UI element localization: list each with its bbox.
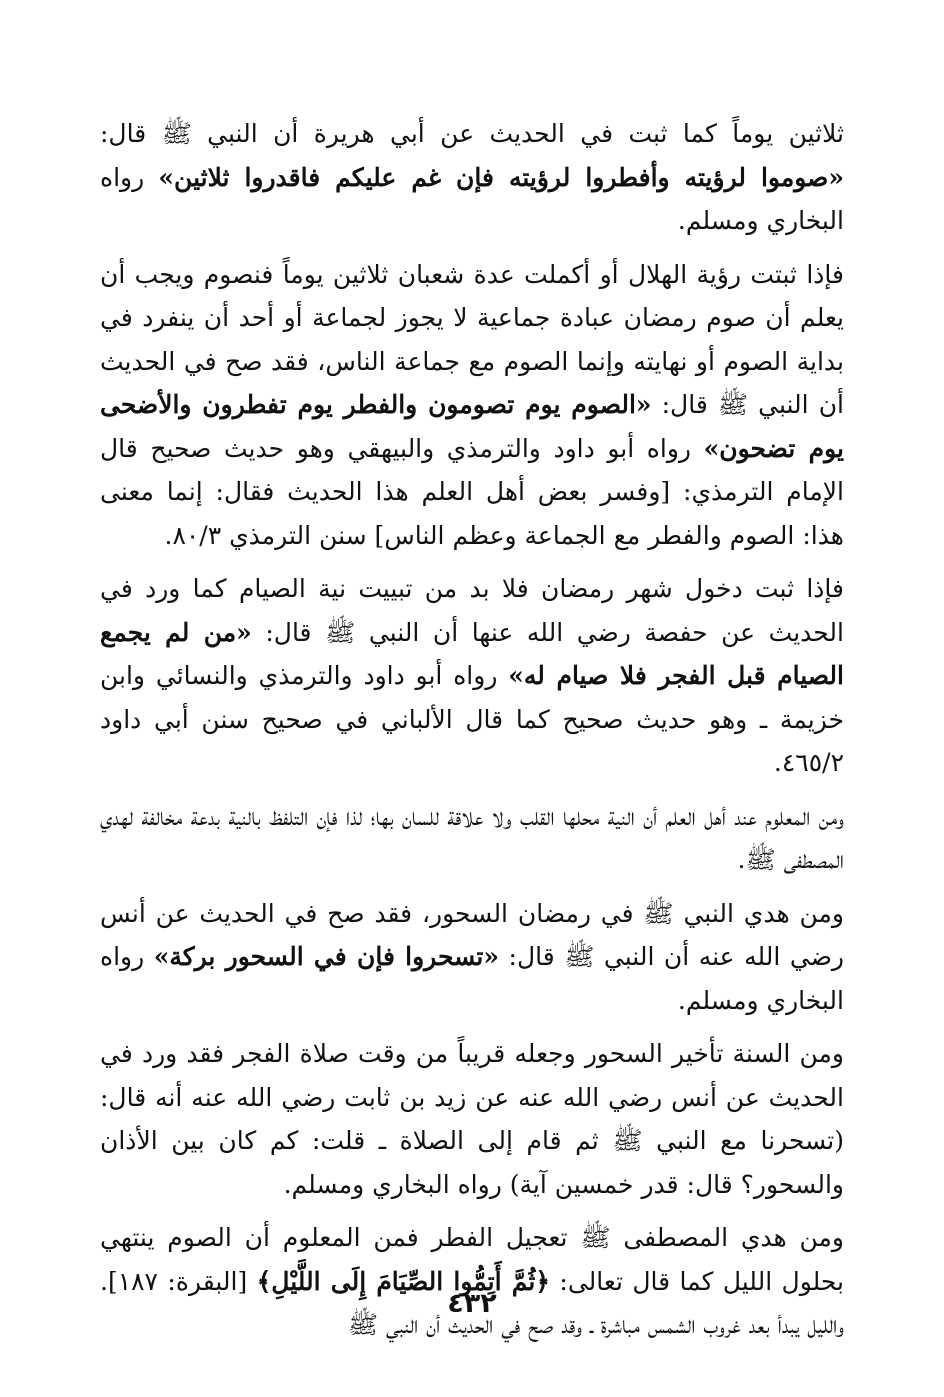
page-number: ٤٣٢: [447, 1288, 497, 1319]
page-body: [100, 112, 844, 1347]
paragraph-4: [100, 795, 844, 882]
text-run: رواه أبو داود والترمذي والبيهقي وهو حديث صحيح قال الإمام الترمذي: [وفسر بعض أهل العلم هذا الحديث فقال: إنما معنى هذا: الصوم والفطر مع الجماعة وعظم الناس] سنن الترمذي ٨٠/٣.: [100, 433, 844, 550]
text-run: ومن هدي النبي ﷺ في رمضان السحور، فقد صح في الحديث عن أنس رضي الله عنه أن النبي ﷺ قال:: [100, 898, 844, 971]
paragraph-1: [100, 112, 844, 243]
text-run: ومن المعلوم عند أهل العلم أن النية محلها القلب ولا علاقة للسان بها؛ لذا فإن التلفظ بالنية بدعة مخالفة لهدي المصطفى ﷺ.: [100, 801, 844, 874]
hadith-quote: «الصوم يوم تصومون والفطر يوم تفطرون والأضحى يوم تضحون»: [100, 390, 845, 463]
paragraph-3: [100, 567, 844, 785]
text-run: فإذا ثبتت رؤية الهلال أو أكملت عدة شعبان ثلاثين يوماً فنصوم ويجب أن يعلم أن صوم رمضان عبادة جماعية لا يجوز لجماعة أو أحد أن ينفرد في بداية الصوم أو نهايته وإنما الصوم مع جماعة الناس، فقد صح في الحديث أن النبي ﷺ قال:: [100, 259, 844, 419]
hadith-quote: «تسحروا فإن في السحور بركة»: [153, 942, 500, 971]
hadith-quote: «صوموا لرؤيته وأفطروا لرؤيته فإن غم عليكم فاقدروا ثلاثين»: [158, 162, 844, 192]
paragraph-2: [100, 253, 844, 558]
paragraph-7: [100, 1216, 844, 1347]
text-run: ومن هدي المصطفى ﷺ تعجيل الفطر فمن المعلوم أن الصوم ينتهي بحلول الليل كما قال تعالى:: [100, 1223, 845, 1296]
text-run: فإذا ثبت دخول شهر رمضان فلا بد من تبييت نية الصيام كما ورد في الحديث عن حفصة رضي الله عنها أن النبي ﷺ قال:: [100, 574, 844, 647]
text-run: [البقرة: ١٨٧]. والليل يبدأ بعد غروب الشمس مباشرة ـ وقد صح في الحديث أن النبي ﷺ: [100, 1266, 844, 1339]
text-run: ثلاثين يوماً كما ثبت في الحديث عن أبي هريرة أن النبي ﷺ قال:: [100, 119, 844, 148]
text-run: رواه البخاري ومسلم.: [100, 162, 844, 235]
text-run: رواه البخاري ومسلم.: [100, 942, 844, 1015]
paragraph-5: [100, 892, 844, 1023]
quran-verse: ﴿ثُمَّ أَتِمُّوا الصِّيَامَ إِلَى اللَّيْلِ﴾: [256, 1266, 550, 1296]
text-run: ومن السنة تأخير السحور وجعله قريباً من وقت صلاة الفجر فقد ورد في الحديث عن أنس رضي الله عنه عن زيد بن ثابت رضي الله عنه أنه قال: (تسحرنا مع النبي ﷺ ثم قام إلى الصلاة ـ قلت: كم كان بين الأذان والسحور؟ قال: قدر خمسين آية) رواه البخاري ومسلم.: [100, 1039, 844, 1199]
text-run: رواه أبو داود والترمذي والنسائي وابن خزيمة ـ وهو حديث صحيح كما قال الألباني في صحيح سنن أبي داود ٤٦٥/٢.: [100, 661, 844, 777]
hadith-quote: «من لم يجمع الصيام قبل الفجر فلا صيام له»: [100, 617, 844, 690]
paragraph-6: [100, 1032, 844, 1206]
